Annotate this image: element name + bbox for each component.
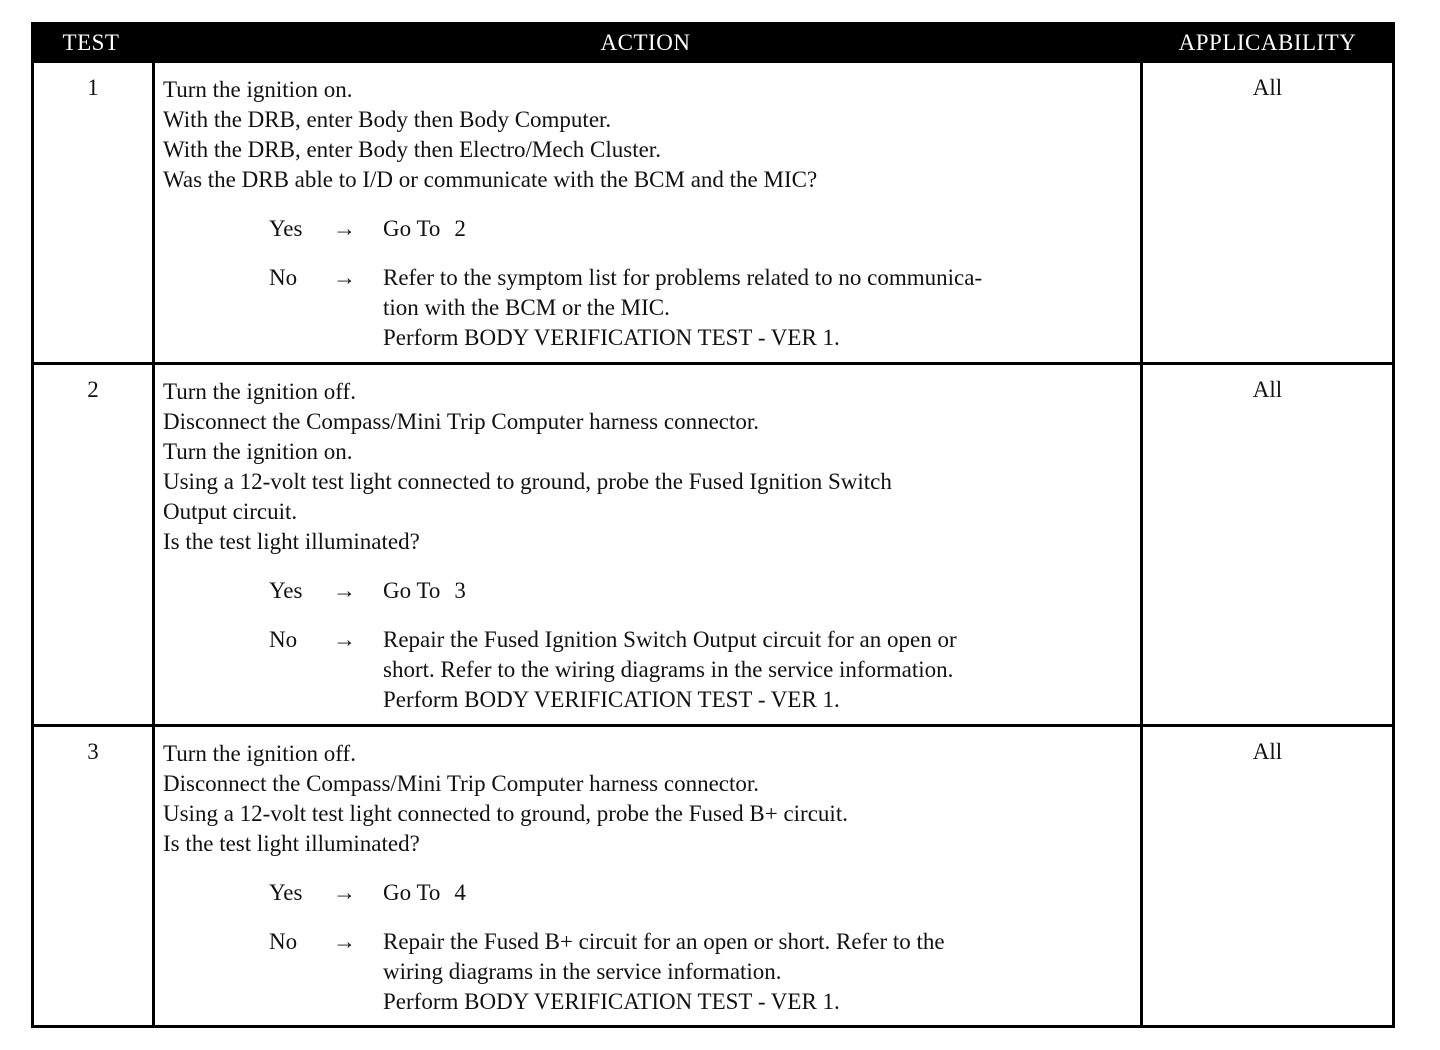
no-outcome (163, 263, 1133, 353)
action-step: Was the DRB able to I/D or communicate with the BCM and the MIC? (163, 167, 818, 192)
no-outcome (163, 625, 1133, 715)
table-header (31, 22, 1395, 63)
action-step: With the DRB, enter Body then Electro/Mech Cluster. (163, 137, 661, 162)
applicability-value: All (1252, 739, 1283, 764)
no-result-line: Perform BODY VERIFICATION TEST - VER 1. (383, 989, 840, 1014)
test-number: 1 (87, 75, 99, 100)
no-result-line: Refer to the symptom list for problems related to no communica- (383, 265, 983, 290)
no-result-line: Perform BODY VERIFICATION TEST - VER 1. (383, 325, 840, 350)
no-label: No (269, 627, 298, 652)
goto-number: 2 (454, 216, 466, 241)
action-step: Turn the ignition on. (163, 439, 353, 464)
test-row-1 (34, 63, 1392, 365)
arrow-right-icon: → (333, 627, 356, 652)
no-outcome (163, 927, 1133, 1017)
action-step: Disconnect the Compass/Mini Trip Computer harness connector. (163, 409, 760, 434)
no-result-line: short. Refer to the wiring diagrams in the service information. (383, 657, 954, 682)
applicability-value: All (1252, 377, 1283, 402)
goto-label: Go To (383, 880, 441, 905)
arrow-right-icon: → (333, 265, 356, 290)
arrow-right-icon: → (333, 216, 356, 241)
yes-outcome (163, 576, 1133, 606)
goto-label: Go To (383, 216, 441, 241)
test-row-2 (34, 365, 1392, 727)
applicability-value: All (1252, 75, 1283, 100)
goto-number: 4 (454, 880, 466, 905)
action-step: Disconnect the Compass/Mini Trip Computer harness connector. (163, 771, 760, 796)
no-result-line: wiring diagrams in the service information. (383, 959, 782, 984)
test-row-3 (34, 727, 1392, 1025)
action-step: Is the test light illuminated? (163, 831, 420, 856)
no-result-line: tion with the BCM or the MIC. (383, 295, 670, 320)
column-header-action: ACTION (600, 30, 691, 55)
test-number: 2 (87, 377, 99, 402)
action-cell (163, 377, 1133, 715)
yes-outcome (163, 878, 1133, 908)
yes-result (383, 576, 1133, 606)
yes-result (383, 214, 1133, 244)
yes-label: Yes (269, 216, 303, 241)
diagnostic-test-table (31, 22, 1395, 1028)
goto-label: Go To (383, 578, 441, 603)
no-result-line: Perform BODY VERIFICATION TEST - VER 1. (383, 687, 840, 712)
no-result (383, 263, 1133, 353)
no-label: No (269, 265, 298, 290)
action-step: Turn the ignition on. (163, 77, 353, 102)
yes-label: Yes (269, 578, 303, 603)
test-number: 3 (87, 739, 99, 764)
action-step: Using a 12-volt test light connected to ground, probe the Fused Ignition Switch (163, 469, 892, 494)
arrow-right-icon: → (333, 578, 356, 603)
no-label: No (269, 929, 298, 954)
action-cell (163, 739, 1133, 1017)
no-result (383, 927, 1133, 1017)
arrow-right-icon: → (333, 880, 356, 905)
action-step: Turn the ignition off. (163, 379, 356, 404)
action-step: Turn the ignition off. (163, 741, 356, 766)
column-header-applicability: APPLICABILITY (1178, 30, 1357, 55)
yes-outcome (163, 214, 1133, 244)
action-step: Output circuit. (163, 499, 298, 524)
column-header-test: TEST (62, 30, 120, 55)
yes-label: Yes (269, 880, 303, 905)
no-result-line: Repair the Fused Ignition Switch Output circuit for an open or (383, 627, 957, 652)
no-result-line: Repair the Fused B+ circuit for an open or short. Refer to the (383, 929, 945, 954)
action-step: Is the test light illuminated? (163, 529, 420, 554)
action-step: With the DRB, enter Body then Body Computer. (163, 107, 612, 132)
yes-result (383, 878, 1133, 908)
action-cell (163, 75, 1133, 353)
no-result (383, 625, 1133, 715)
action-step: Using a 12-volt test light connected to ground, probe the Fused B+ circuit. (163, 801, 848, 826)
goto-number: 3 (454, 578, 466, 603)
arrow-right-icon: → (333, 929, 356, 954)
